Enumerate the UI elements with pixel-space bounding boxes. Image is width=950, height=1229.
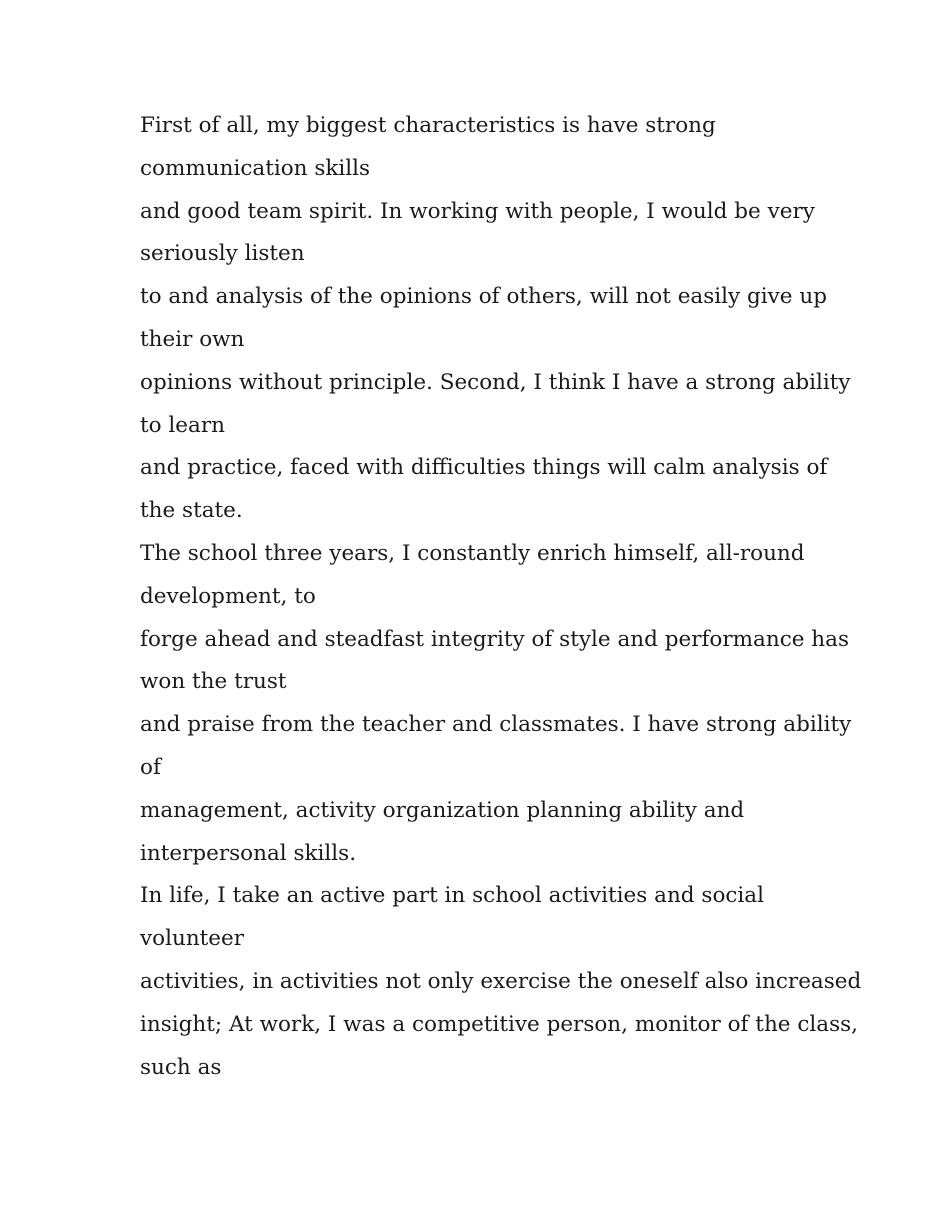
text-line: communication skills: [140, 155, 371, 181]
text-line: to and analysis of the opinions of others, will not easily give up: [140, 284, 827, 310]
text-line: to learn: [140, 412, 225, 438]
text-line: of: [140, 754, 161, 780]
text-line: the state.: [140, 498, 243, 524]
text-line: and practice, faced with difficulties things will calm analysis of: [140, 455, 828, 481]
text-line: volunteer: [140, 926, 245, 952]
text-line: insight; At work, I was a competitive person, monitor of the class,: [140, 1011, 858, 1037]
text-line: forge ahead and steadfast integrity of style and performance has: [140, 626, 849, 652]
text-line: First of all, my biggest characteristics is have strong: [140, 113, 716, 138]
document-body: [140, 105, 862, 1089]
text-line: opinions without principle. Second, I think I have a strong ability: [140, 369, 851, 395]
text-line: won the trust: [140, 669, 287, 695]
text-line: seriously listen: [140, 241, 305, 267]
text-line: The school three years, I constantly enrich himself, all-round: [140, 540, 805, 566]
text-line: such as: [140, 1054, 222, 1080]
text-line: management, activity organization planning ability and: [140, 797, 745, 823]
text-line: their own: [140, 326, 245, 352]
text-line: In life, I take an active part in school activities and social: [140, 883, 764, 909]
text-line: and good team spirit. In working with people, I would be very: [140, 198, 815, 224]
text-line: interpersonal skills.: [140, 840, 357, 866]
text-line: development, to: [140, 583, 316, 609]
text-line: activities, in activities not only exercise the oneself also increased: [140, 968, 862, 994]
text-line: and praise from the teacher and classmates. I have strong ability: [140, 712, 852, 738]
